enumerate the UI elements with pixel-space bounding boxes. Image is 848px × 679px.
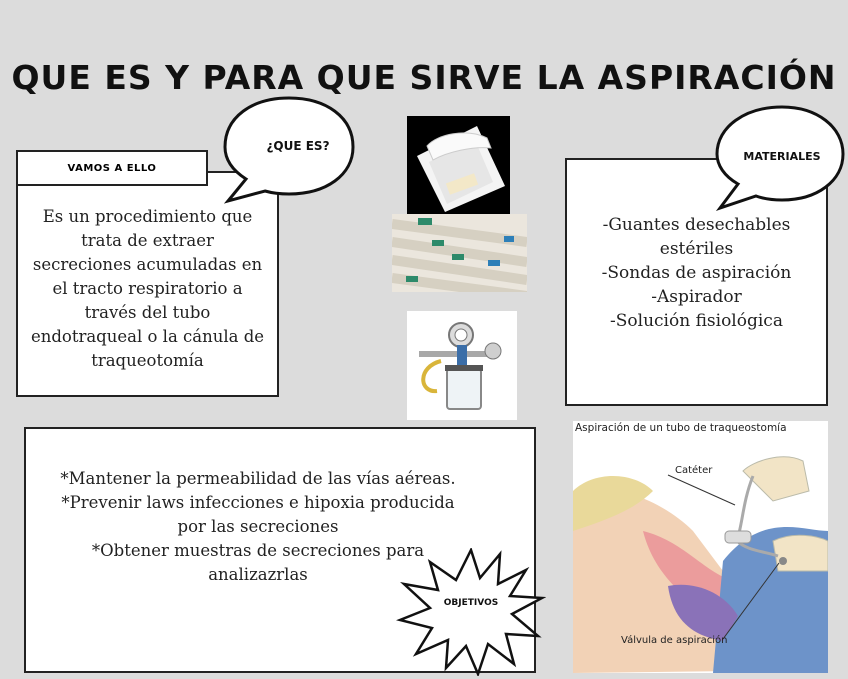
objetivos-burst-icon	[396, 548, 546, 676]
label-cateter: Catéter	[675, 465, 713, 476]
que-es-line: Es un procedimiento que	[42, 207, 253, 226]
objetivos-line: *Mantener la permeabilidad de las vías aéreas.	[60, 469, 456, 488]
page-title: QUE ES Y PARA QUE SIRVE LA ASPIRACIÓN	[11, 58, 837, 97]
vamos-a-ello-label: VAMOS A ELLO	[16, 150, 208, 186]
gloves-photo	[407, 116, 510, 214]
materiales-line: estériles	[659, 239, 734, 259]
suction-catheters-photo	[392, 214, 527, 292]
que-es-line: traqueotomía	[91, 351, 204, 370]
que-es-line: través del tubo	[84, 303, 211, 322]
objetivos-line: analizazrlas	[208, 565, 308, 584]
objetivos-line: por las secreciones	[177, 517, 339, 536]
que-es-line: el tracto respiratorio a	[52, 279, 243, 298]
label-valvula: Válvula de aspiración	[621, 635, 728, 646]
objetivos-burst-label: OBJETIVOS	[443, 598, 499, 608]
que-es-line: endotraqueal o la cánula de	[30, 327, 265, 346]
objetivos-line: *Obtener muestras de secreciones para	[91, 541, 425, 560]
objetivos-line: *Prevenir laws infecciones e hipoxia producida	[61, 493, 455, 512]
que-es-line: trata de extraer	[81, 231, 214, 250]
materiales-bubble-label: MATERIALES	[743, 150, 821, 163]
aspirator-photo	[407, 311, 517, 420]
que-es-line: secreciones acumuladas en	[32, 255, 263, 274]
materiales-line: -Guantes desechables	[602, 215, 791, 235]
que-es-bubble-label: ¿QUE ES?	[266, 139, 330, 153]
illustration-caption: Aspiración de un tubo de traqueostomía	[575, 422, 787, 434]
materiales-line: -Solución fisiológica	[610, 311, 783, 331]
materiales-line: -Aspirador	[651, 287, 742, 307]
tracheostomy-illustration	[573, 421, 828, 673]
materiales-line: -Sondas de aspiración	[601, 263, 792, 283]
